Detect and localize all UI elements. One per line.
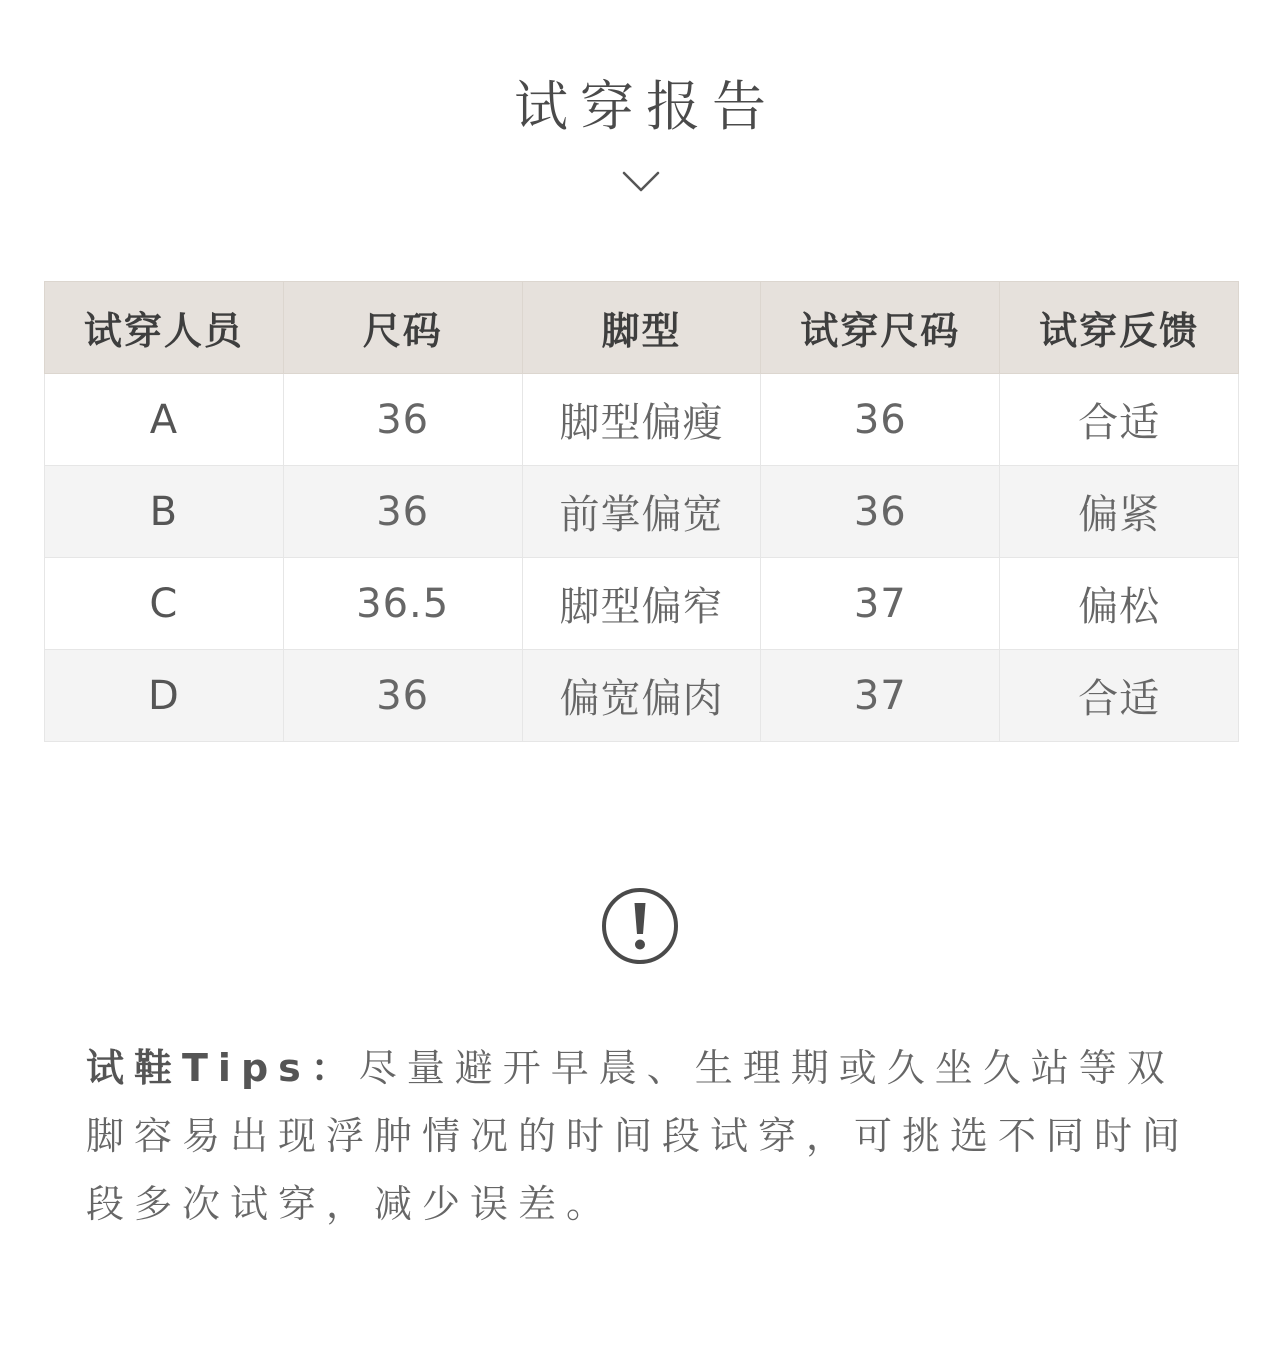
cell-tester: A [45,374,284,466]
table-row [45,374,1239,466]
table-row [45,558,1239,650]
column-header-tester: 试穿人员 [45,282,284,374]
column-header-size: 尺码 [283,282,522,374]
column-header-tried-size: 试穿尺码 [761,282,1000,374]
cell-size: 36 [283,650,522,742]
table-row [45,650,1239,742]
cell-foot-type: 偏宽偏肉 [522,650,761,742]
cell-tried-size: 37 [761,650,1000,742]
cell-tester: C [45,558,284,650]
page-title: 试穿报告 [514,75,778,138]
cell-foot-type: 脚型偏窄 [522,558,761,650]
cell-foot-type: 前掌偏宽 [522,466,761,558]
fitting-tips [86,1034,1201,1238]
cell-feedback: 合适 [1000,650,1239,742]
cell-size: 36.5 [283,558,522,650]
exclamation-circle-icon [601,887,679,965]
cell-tried-size: 36 [761,466,1000,558]
chevron-down-icon [622,170,660,194]
cell-tried-size: 36 [761,374,1000,466]
cell-feedback: 偏紧 [1000,466,1239,558]
table-row [45,466,1239,558]
column-header-foot-type: 脚型 [522,282,761,374]
column-header-feedback: 试穿反馈 [1000,282,1239,374]
table-header-row [45,282,1239,374]
cell-size: 36 [283,466,522,558]
cell-tester: D [45,650,284,742]
tips-body: 尽量避开早晨、生理期或久坐久站等双脚容易出现浮肿情况的时间段试穿，可挑选不同时间段多次试穿，减少误差。 [86,1046,1191,1226]
tips-lead: 试鞋Tips： [86,1046,359,1090]
cell-tried-size: 37 [761,558,1000,650]
fitting-report-table [44,281,1239,742]
cell-feedback: 合适 [1000,374,1239,466]
cell-feedback: 偏松 [1000,558,1239,650]
cell-tester: B [45,466,284,558]
cell-foot-type: 脚型偏瘦 [522,374,761,466]
cell-size: 36 [283,374,522,466]
